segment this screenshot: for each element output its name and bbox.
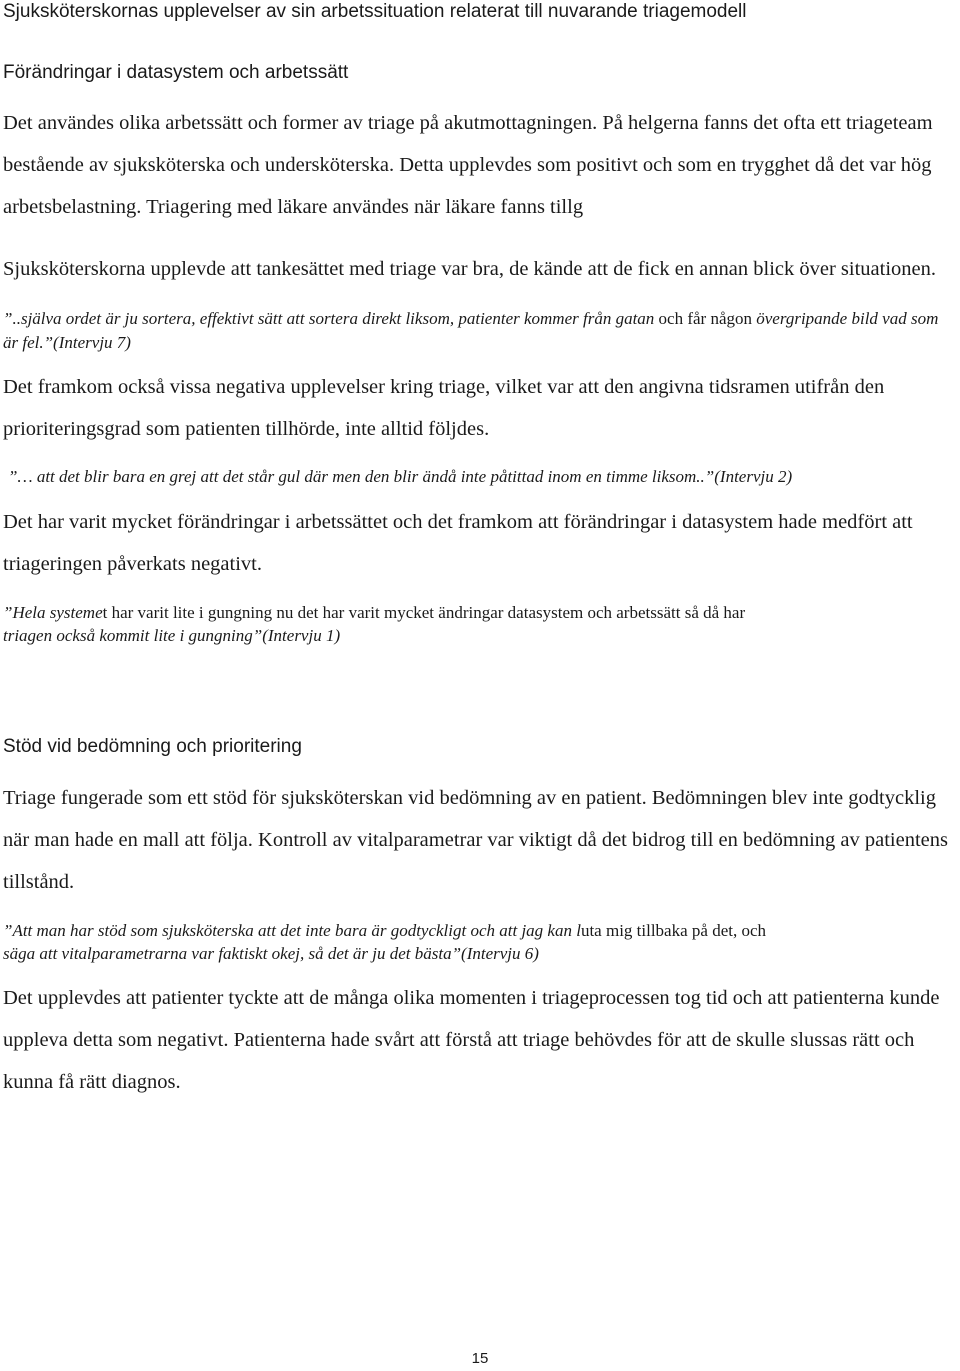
paragraph-data-system-changes: Det har varit mycket förändringar i arbetssättet och det framkom att förändringar i datasystem hade medfört att triageringen påverkats negativt. (3, 510, 913, 575)
quote-text-italic-end: triagen också kommit lite i gungning”(Intervju 1) (3, 626, 341, 645)
paragraph-triage-support: Triage fungerade som ett stöd för sjuksköterskan vid bedömning av en patient. Bedömningen blev inte godtycklig när man hade en mall att följa. Kontroll av vitalparametrar var viktigt då det bidrog till en bedömning av patientens tillstånd. (3, 786, 948, 893)
document-title: Sjuksköterskornas upplevelser av sin arbetssituation relaterat till nuvarande triagemodell (3, 1, 747, 22)
quote-text-normal: och får någon (654, 309, 757, 328)
paragraph-patient-perception: Det upplevdes att patienter tyckte att de många olika momenten i triageprocessen tog tid och att patienterna kunde uppleva detta som negativt. Patienterna hade svårt att förstå att triage behövdes för att de skulle slussas rätt och kunna få rätt diagnos. (3, 986, 940, 1093)
section-heading-support: Stöd vid bedömning och prioritering (3, 735, 302, 757)
quote-text-italic: ”..själva ordet är ju sortera, effektivt sätt att sortera direkt liksom, patienter kommer från gatan (3, 309, 655, 328)
quote-text-normal: uta mig tillbaka på det, och (580, 920, 767, 940)
quote-text-italic: ”Att man har stöd som sjuksköterska att det inte bara är godtyckligt och att jag kan l (3, 920, 581, 940)
quote-text-normal: t har varit lite i gungning nu det har varit mycket ändringar datasystem och arbetssätt så då har (102, 602, 746, 622)
paragraph-negative-experiences: Det framkom också vissa negativa upplevelser kring triage, vilket var att den angivna tidsramen utifrån den prioriteringsgrad som patienten tillhörde, inte alltid följdes. (3, 376, 885, 440)
quote-text-italic-end: säga att vitalparametrarna var faktiskt okej, så det är ju det bästa”(Intervju 6) (3, 944, 539, 963)
quote-text-italic-end: övergripande bild vad som är fel.”(Intervju 7) (3, 309, 939, 352)
paragraph-work-methods: Det användes olika arbetssätt och former av triage på akutmottagningen. På helgerna fanns det ofta ett triageteam bestående av sjuksköterska och undersköterska. Detta upplevdes som positivt och som en trygghet då det var hög arbetsbelastning. Triagering med läkare användes när läkare fanns tillg (3, 112, 933, 218)
quote-interview-1 (3, 601, 943, 648)
section-heading-changes: Förändringar i datasystem och arbetssätt (3, 62, 349, 83)
quote-interview-7 (3, 307, 943, 354)
quote-interview-6 (3, 919, 948, 966)
quote-interview-2 (3, 465, 952, 489)
page-number: 15 (471, 1350, 489, 1367)
quote-text-italic: ”Hela systeme (3, 602, 103, 622)
paragraph-mindset: Sjuksköterskorna upplevde att tankesättet med triage var bra, de kände att de fick en annan blick över situationen. (3, 258, 937, 280)
quote-text-italic: ”… att det blir bara en grej att det står gul där men den blir ändå inte påtittad inom en timme liksom..”(Intervju 2) (8, 467, 793, 486)
